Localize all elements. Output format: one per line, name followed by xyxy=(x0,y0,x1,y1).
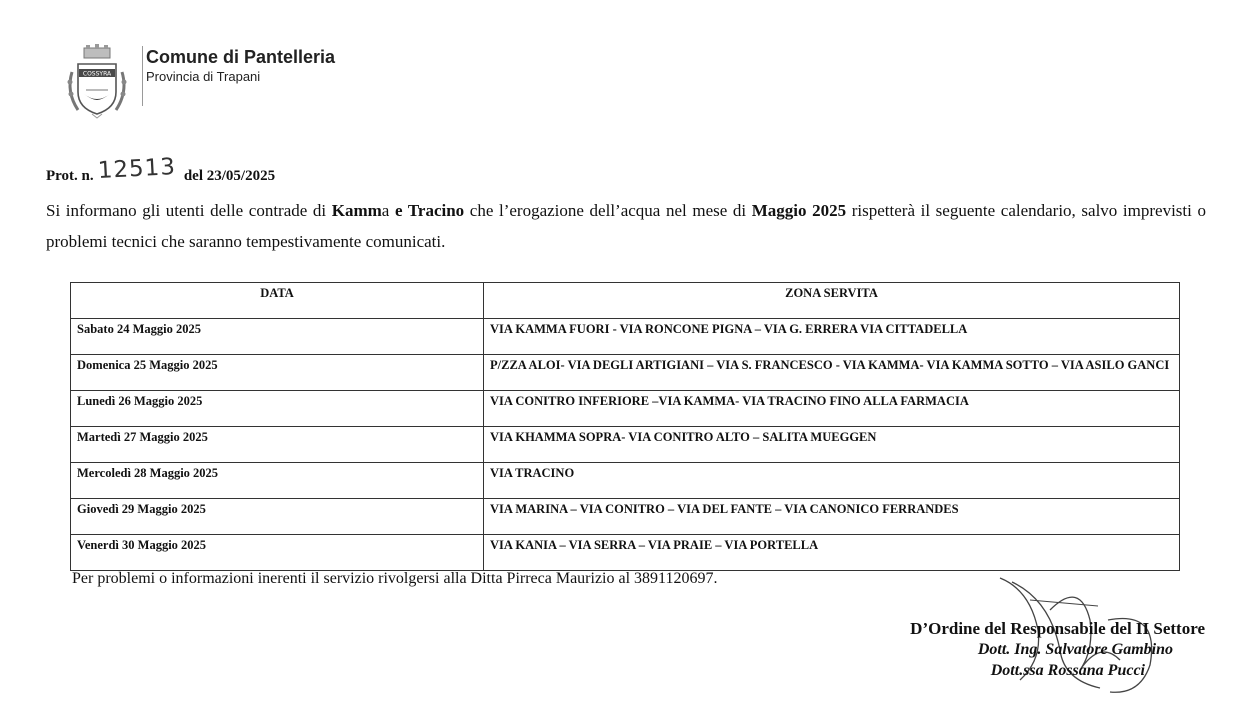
signature-block xyxy=(910,618,1205,681)
letterhead-divider xyxy=(142,46,143,106)
row-date: Mercoledì 28 Maggio 2025 xyxy=(71,463,484,499)
protocol-number-handwritten: 12513 xyxy=(96,153,177,185)
header-data: DATA xyxy=(71,283,484,319)
crest-banner-text: COSSYRA xyxy=(82,70,112,78)
table-row xyxy=(71,535,1180,571)
signature-name-2: Dott.ssa Rossana Pucci xyxy=(990,662,1145,679)
table-row xyxy=(71,319,1180,355)
header-zona-servita: ZONA SERVITA xyxy=(484,283,1180,319)
intro-bold-kamma: Kamm xyxy=(331,201,382,220)
row-date: Venerdì 30 Maggio 2025 xyxy=(71,535,484,571)
water-schedule-table xyxy=(70,282,1180,571)
row-date: Domenica 25 Maggio 2025 xyxy=(71,355,484,391)
signature-title: D’Ordine del Responsabile del II Settore xyxy=(910,619,1205,638)
row-date: Sabato 24 Maggio 2025 xyxy=(71,319,484,355)
row-date: Giovedì 29 Maggio 2025 xyxy=(71,499,484,535)
contact-note: Per problemi o informazioni inerenti il servizio rivolgersi alla Ditta Pirreca Maurizio al 3891120697. xyxy=(72,570,718,587)
intro-text-1: Si informano gli utenti delle contrade di xyxy=(46,201,332,220)
intro-text-2: a xyxy=(381,201,395,220)
municipal-crest-icon xyxy=(62,42,132,120)
table-row xyxy=(71,463,1180,499)
intro-text-4: rispetterà il seguente calendario, salvo imprevisti o problemi tecnici che saranno tempestivamente comunicati. xyxy=(46,201,1206,251)
table-row xyxy=(71,391,1180,427)
protocol-prefix: Prot. n. xyxy=(46,168,94,184)
row-zone: VIA KANIA – VIA SERRA – VIA PRAIE – VIA PORTELLA xyxy=(484,535,1180,571)
table-row xyxy=(71,427,1180,463)
table-header-row xyxy=(71,283,1180,319)
protocol-line xyxy=(46,153,276,186)
intro-bold-month: Maggio 2025 xyxy=(751,201,847,220)
row-date: Martedì 27 Maggio 2025 xyxy=(71,427,484,463)
row-zone: VIA CONITRO INFERIORE –VIA KAMMA- VIA TRACINO FINO ALLA FARMACIA xyxy=(484,391,1180,427)
table-row xyxy=(71,355,1180,391)
intro-paragraph xyxy=(46,195,1206,257)
row-zone: VIA KHAMMA SOPRA- VIA CONITRO ALTO – SALITA MUEGGEN xyxy=(484,427,1180,463)
intro-text-3: che l’erogazione dell’acqua nel mese di xyxy=(464,201,752,220)
row-zone: VIA TRACINO xyxy=(484,463,1180,499)
org-name: Comune di Pantelleria xyxy=(146,47,336,67)
org-province: Provincia di Trapani xyxy=(146,69,261,84)
row-date: Lunedì 26 Maggio 2025 xyxy=(71,391,484,427)
intro-bold-tracino: e Tracino xyxy=(394,201,465,220)
row-zone: P/ZZA ALOI- VIA DEGLI ARTIGIANI – VIA S. FRANCESCO - VIA KAMMA- VIA KAMMA SOTTO – VIA ASILO GANCI xyxy=(484,355,1180,391)
signature-name-1: Dott. Ing. Salvatore Gambino xyxy=(977,641,1173,658)
table-row xyxy=(71,499,1180,535)
row-zone: VIA KAMMA FUORI - VIA RONCONE PIGNA – VIA G. ERRERA VIA CITTADELLA xyxy=(484,319,1180,355)
row-zone: VIA MARINA – VIA CONITRO – VIA DEL FANTE – VIA CANONICO FERRANDES xyxy=(484,499,1180,535)
protocol-date: del 23/05/2025 xyxy=(183,168,276,184)
